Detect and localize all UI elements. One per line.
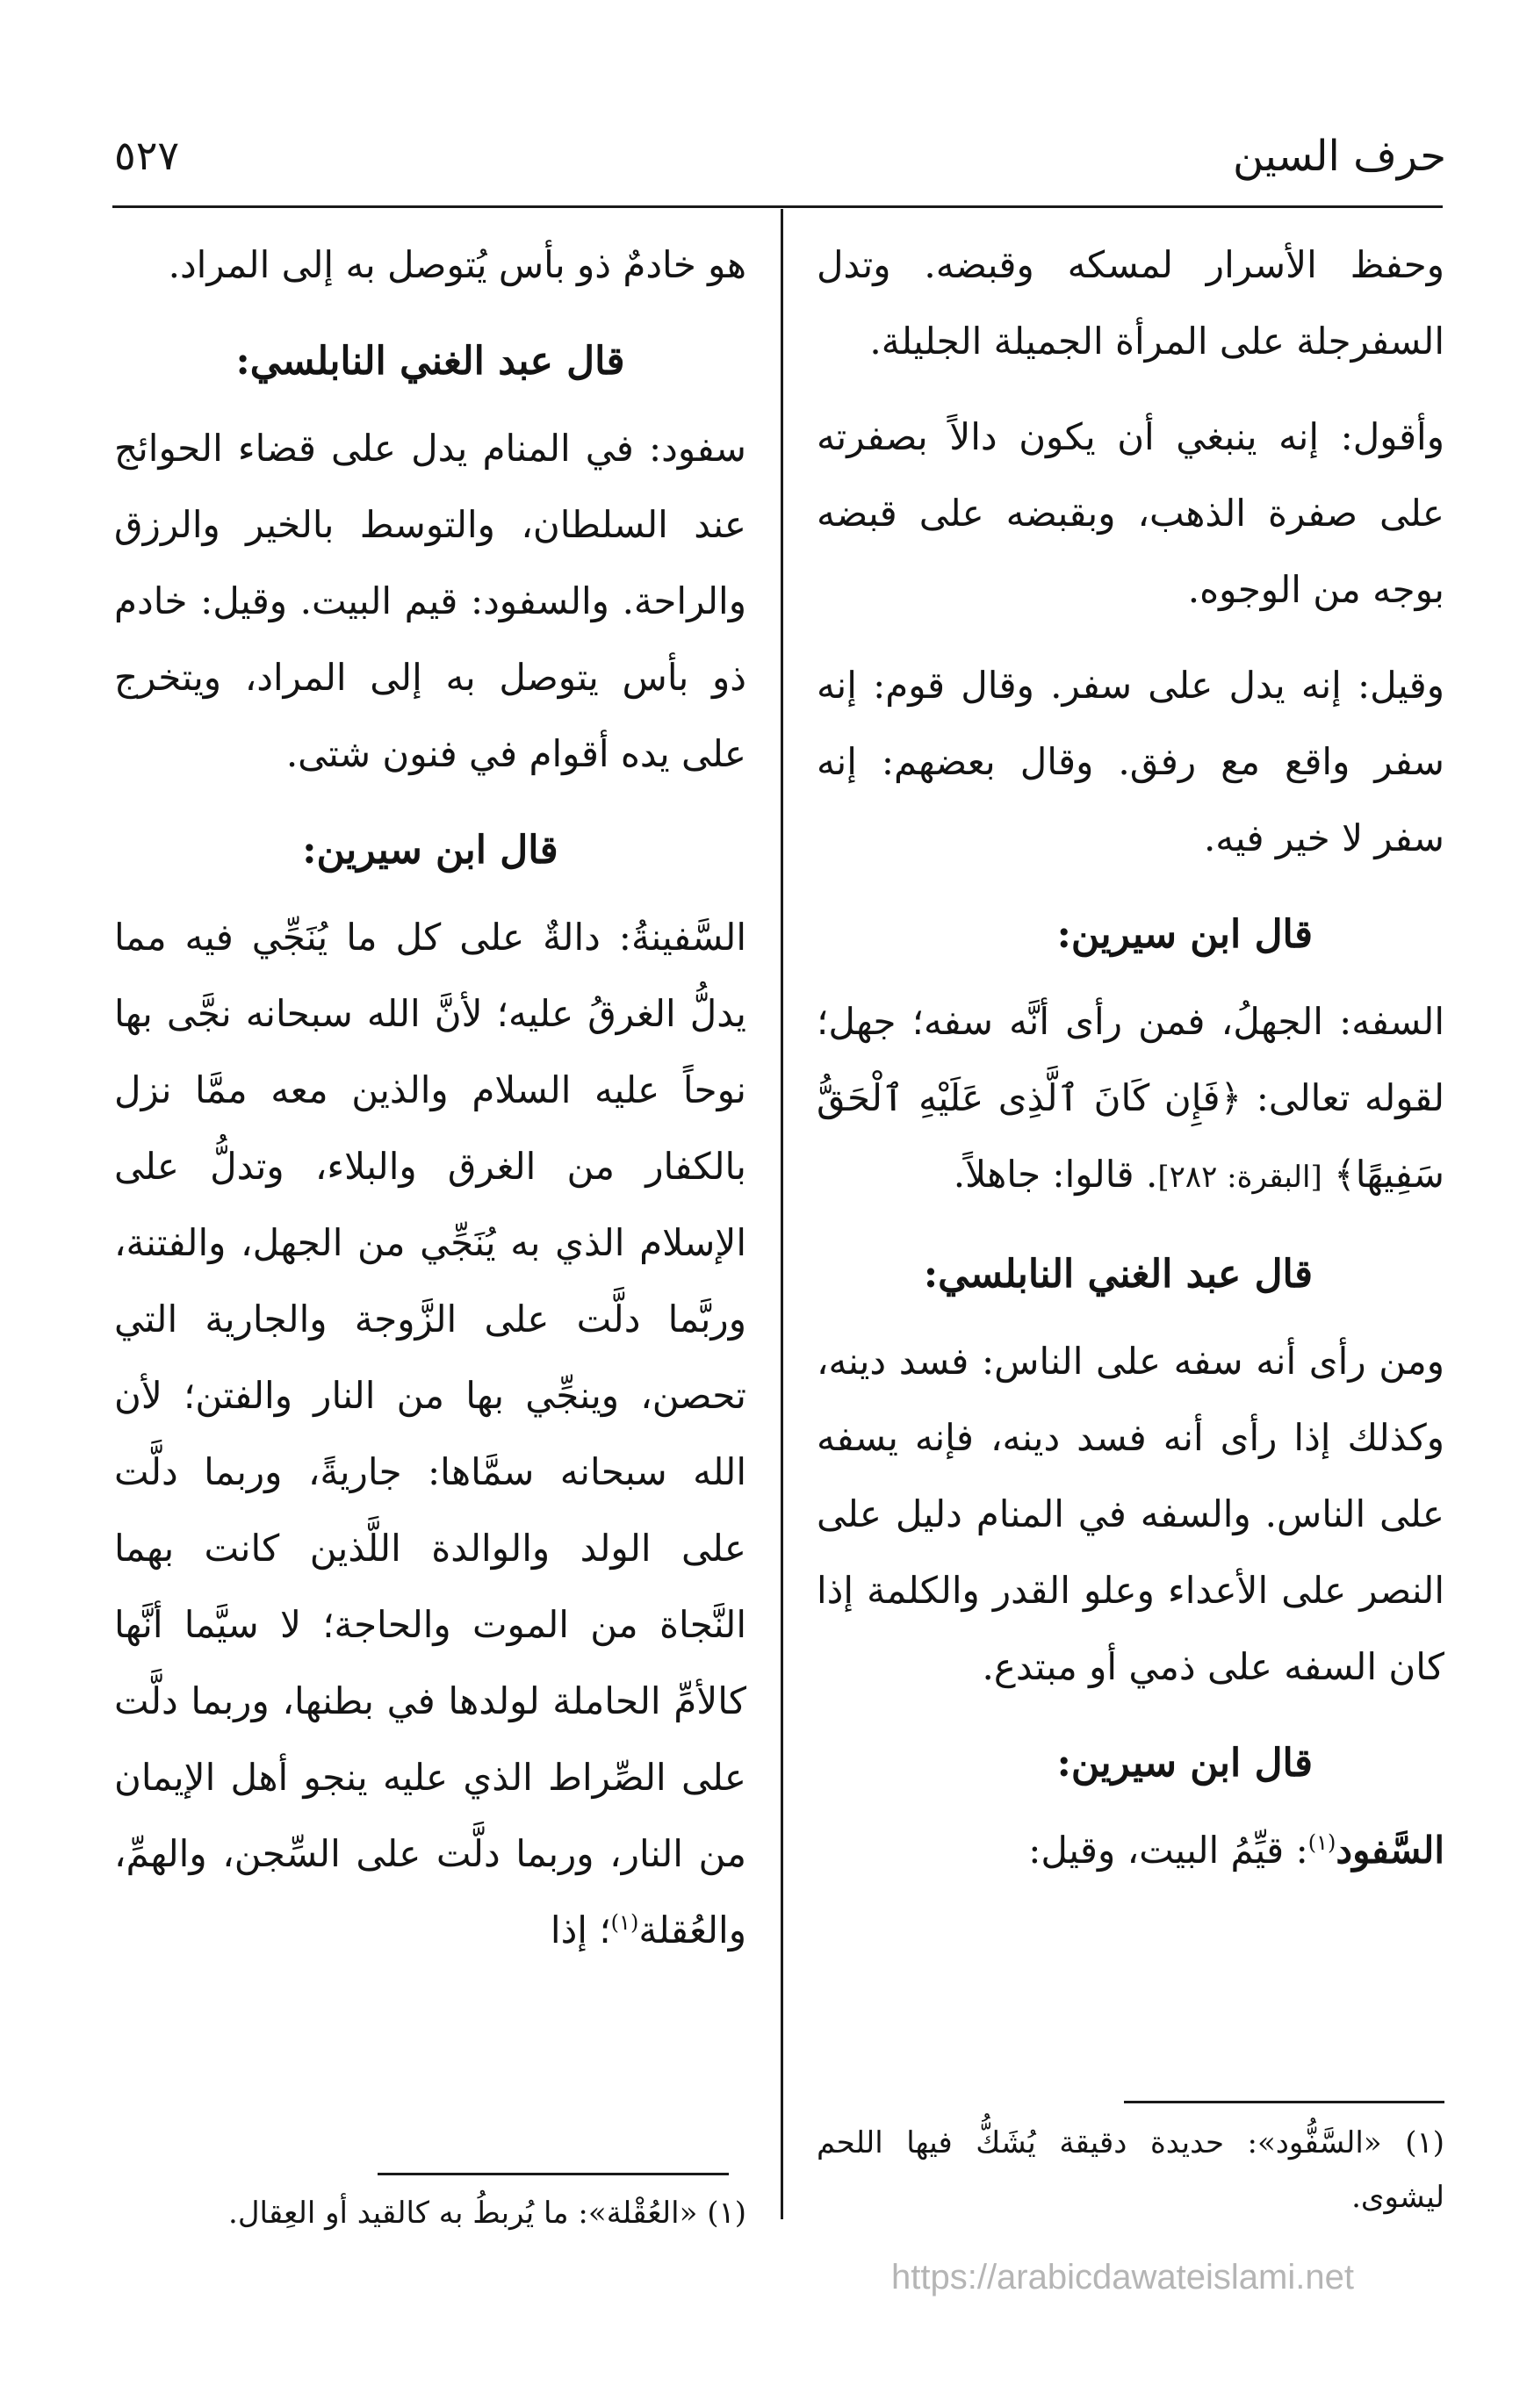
section-heading: قال عبد الغني النابلسي: [235, 339, 625, 384]
paragraph: وأقول: إنه ينبغي أن يكون دالاً بصفرته على صفرة الذهب، وبقبضه على قبضه بوجه من الوجوه. [817, 415, 1444, 611]
paragraph: وقيل: إنه يدل على سفر. وقال قوم: إنه سفر واقع مع رفق. وقال بعضهم: إنه سفر لا خير فيه. [817, 664, 1444, 859]
text-run: السَّفينةُ: دالةٌ على كل ما يُنَجِّي فيه مما يدلُّ الغرقُ عليه؛ لأنَّ الله سبحانه نجَّى بها نوحاً عليه السلام والذين معه ممَّا نزل بالكفار من الغرق والبلاء، وتدلُّ على الإسلام الذي به يُنَجِّي من الجهل، والفتنة، وربَّما دلَّت على الزَّوجة والجارية التي تحصن، وينجِّي بها من النار والفتن؛ لأن الله سبحانه سمَّاها: جاريةً، وربما دلَّت على الولد والوالدة اللَّذين كانت بهما النَّجاة من الموت والحاجة؛ لا سيَّما أنَّها كالأمِّ الحاملة لولدها في بطنها، وربما دلَّت على الصِّراط الذي عليه ينجو أهل الإيمان من النار، وربما دلَّت على السِّجن، والهمِّ، والعُقلة [114, 916, 746, 1952]
left-column [114, 226, 746, 1987]
quran-verse: ﴿فَإِن كَانَ ٱلَّذِى عَلَيْهِ ٱلْحَقُّ سَفِيهًا﴾ [817, 1076, 1444, 1196]
section-heading: قال ابن سيرين: [1056, 1741, 1313, 1786]
running-header-title: حرف السين [1233, 132, 1446, 181]
section-heading: قال عبد الغني النابلسي: [923, 1252, 1313, 1297]
paragraph: وحفظ الأسرار لمسكه وقبضه. وتدل السفرجلة على المرأة الجميلة الجليلة. [817, 243, 1444, 363]
right-column [817, 226, 1444, 1908]
entry-term: السَّفود [1336, 1829, 1444, 1872]
paragraph: هو خادمٌ ذو بأس يُتوصل به إلى المراد. [168, 243, 746, 286]
footnote-rule [378, 2173, 729, 2175]
paragraph-quran [817, 983, 1444, 1216]
text-run: السفه: الجهلُ، فمن رأى أنَّه سفه؛ جهل؛ لقوله تعالى: [817, 1000, 1444, 1119]
text-run: : قيِّمُ البيت، وقيل: [1028, 1829, 1308, 1872]
footnote-right: (١) «السَّفُّود»: حديدة دقيقة يُشَكُّ فيها اللحم ليشوى. [817, 2125, 1444, 2215]
verse-citation: [البقرة: ٢٨٢] [1157, 1160, 1322, 1195]
footnote-left: (١) «العُقْلة»: ما يُربطُ به كالقيد أو العِقال. [228, 2196, 746, 2231]
paragraph [817, 1812, 1444, 1888]
footnote-marker: (١) [1307, 1830, 1336, 1855]
page-number: ٥٢٧ [114, 132, 180, 179]
column-divider [781, 209, 783, 2219]
paragraph: سفود: في المنام يدل على قضاء الحوائج عند السلطان، والتوسط بالخير والرزق والراحة. والسفود: قيم البيت. وقيل: خادم ذو بأس يتوصل به إلى المراد، ويتخرج على يده أقوام في فنون شتى. [114, 427, 746, 775]
text-run: ؛ إذا [550, 1908, 611, 1952]
footnote-marker: (١) [610, 1910, 639, 1935]
header-rule [112, 205, 1443, 208]
section-heading: قال ابن سيرين: [302, 828, 558, 873]
footnote-rule [1124, 2101, 1444, 2103]
watermark-url: https://arabicdawateislami.net [891, 2258, 1354, 2297]
section-heading: قال ابن سيرين: [1056, 912, 1313, 957]
paragraph: ومن رأى أنه سفه على الناس: فسد دينه، وكذلك إذا رأى أنه فسد دينه، فإنه يسفه على الناس. والسفه في المنام دليل على النصر على الأعداء وعلو القدر والكلمة إذا كان السفه على ذمي أو مبتدع. [817, 1340, 1444, 1688]
text-run: . قالوا: جاهلاً. [953, 1153, 1158, 1196]
paragraph [114, 899, 746, 1968]
